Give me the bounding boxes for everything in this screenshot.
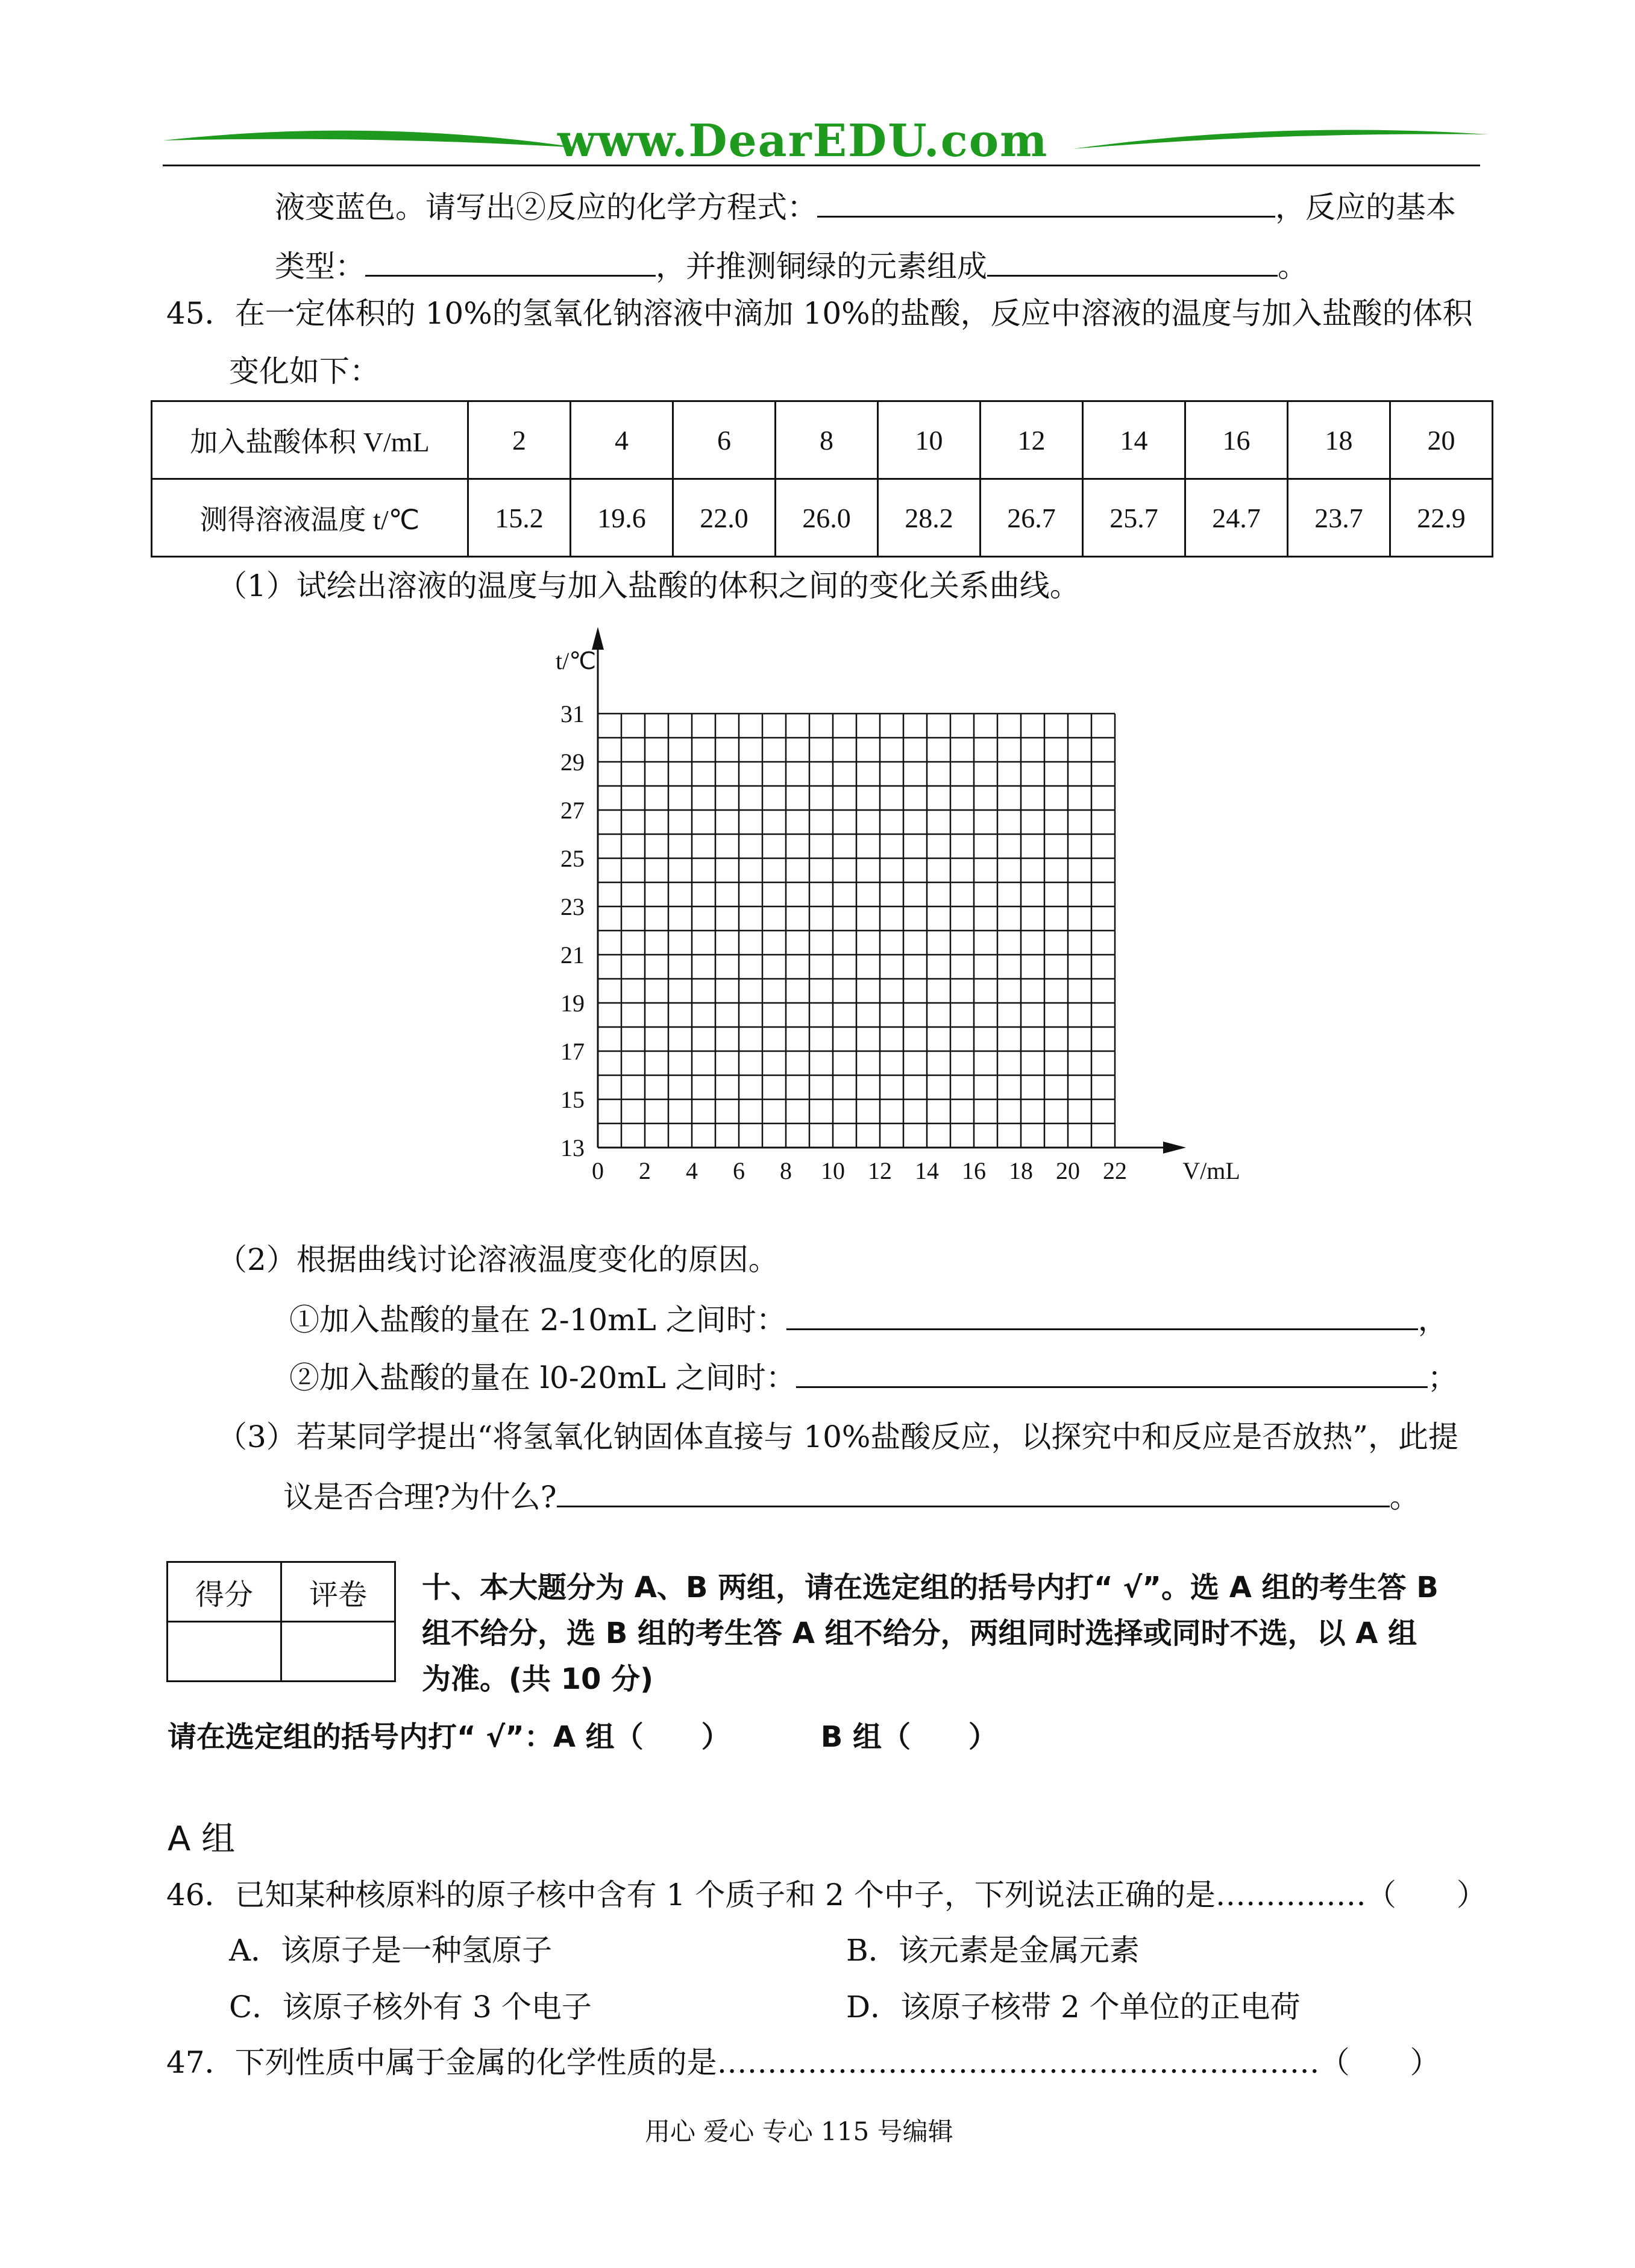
x-tick-label: 22 bbox=[1103, 1157, 1127, 1184]
table-cell: 16 bbox=[1185, 401, 1288, 479]
x-tick-label: 20 bbox=[1056, 1157, 1080, 1184]
x-tick-label: 8 bbox=[780, 1157, 792, 1184]
table-row bbox=[152, 479, 1493, 557]
header-banner bbox=[163, 115, 1489, 167]
q45-sub3-line2: 议是否合理?为什么? 。 bbox=[283, 1478, 1420, 1515]
answer-blank[interactable] bbox=[796, 1359, 1428, 1388]
table-cell: 2 bbox=[468, 401, 571, 479]
grader-header: 评卷 bbox=[281, 1562, 395, 1622]
q47-stem: 47．下列性质中属于金属的化学性质的是……………………………………………………（ ） bbox=[166, 2045, 1440, 2080]
table-cell: 4 bbox=[571, 401, 673, 479]
table-cell: 14 bbox=[1083, 401, 1185, 479]
answer-blank[interactable] bbox=[817, 188, 1275, 218]
x-tick-label: 18 bbox=[1009, 1157, 1033, 1184]
table-cell: 24.7 bbox=[1185, 479, 1288, 557]
x-tick-label: 0 bbox=[592, 1157, 604, 1184]
table-cell: 10 bbox=[878, 401, 981, 479]
y-axis-arrow bbox=[592, 627, 604, 650]
q45-stem-line1: 45．在一定体积的 10%的氢氧化钠溶液中滴加 10%的盐酸，反应中溶液的温度与加入盐酸的体积 bbox=[166, 296, 1473, 331]
table-cell: 28.2 bbox=[878, 479, 981, 557]
footer-text: 用心 爱心 专心 115 号编辑 bbox=[645, 2117, 953, 2146]
choose-group-line bbox=[168, 1719, 997, 1755]
y-tick-label: 29 bbox=[560, 749, 585, 776]
q45-sub2: （2）根据曲线讨论溶液温度变化的原因。 bbox=[217, 1242, 779, 1277]
row-label: 加入盐酸体积 V/mL bbox=[152, 401, 468, 479]
table-row bbox=[168, 1622, 395, 1682]
table-cell: 22.0 bbox=[673, 479, 776, 557]
q44-line2: 类型： ，并推测铜绿的元素组成 。 bbox=[275, 247, 1308, 284]
q45-sub2-a: ①加入盐酸的量在 2-10mL 之间时： ， bbox=[289, 1301, 1448, 1338]
x-tick-label: 6 bbox=[733, 1157, 745, 1184]
x-tick-label: 16 bbox=[962, 1157, 986, 1184]
table-cell: 6 bbox=[673, 401, 776, 479]
q45-sub3-line1: （3）若某同学提出“将氢氧化钠固体直接与 10%盐酸反应，以探究中和反应是否放热”，此提 bbox=[217, 1419, 1458, 1454]
row-label: 测得溶液温度 t/℃ bbox=[152, 479, 468, 557]
answer-blank[interactable] bbox=[786, 1301, 1418, 1330]
q46-option-d[interactable]: D．该原子核带 2 个单位的正电荷 bbox=[846, 1990, 1301, 2025]
header-rule bbox=[163, 165, 1480, 166]
q46-stem: 46．已知某种核原料的原子核中含有 1 个质子和 2 个中子，下列说法正确的是……………（ ） bbox=[166, 1877, 1487, 1912]
table-cell: 22.9 bbox=[1390, 479, 1493, 557]
section10-line3: 为准。(共 10 分) bbox=[422, 1662, 654, 1696]
score-header: 得分 bbox=[168, 1562, 281, 1622]
table-cell: 26.7 bbox=[981, 479, 1083, 557]
q46-option-b[interactable]: B．该元素是金属元素 bbox=[846, 1933, 1140, 1968]
x-axis-label: V/mL bbox=[1182, 1157, 1240, 1184]
y-tick-label: 25 bbox=[560, 845, 585, 872]
y-tick-label: 19 bbox=[560, 990, 585, 1017]
table-row bbox=[168, 1562, 395, 1622]
q46-option-a[interactable]: A．该原子是一种氢原子 bbox=[229, 1933, 553, 1968]
section10-line1: 十、本大题分为 A、B 两组，请在选定组的括号内打“ √”。选 A 组的考生答 B bbox=[422, 1571, 1439, 1604]
table-cell: 20 bbox=[1390, 401, 1493, 479]
section10-line2: 组不给分，选 B 组的考生答 A 组不给分，两组同时选择或同时不选，以 A 组 bbox=[422, 1616, 1417, 1650]
grader-cell[interactable] bbox=[281, 1622, 395, 1682]
x-tick-label: 2 bbox=[639, 1157, 651, 1184]
answer-blank[interactable] bbox=[365, 247, 656, 277]
x-tick-label: 10 bbox=[821, 1157, 845, 1184]
grid-chart[interactable] bbox=[542, 621, 1266, 1193]
y-tick-label: 13 bbox=[560, 1134, 585, 1161]
table-cell: 25.7 bbox=[1083, 479, 1185, 557]
score-cell[interactable] bbox=[168, 1622, 281, 1682]
answer-blank[interactable] bbox=[557, 1478, 1390, 1507]
x-axis-arrow bbox=[1163, 1142, 1186, 1154]
q45-sub1: （1）试绘出溶液的温度与加入盐酸的体积之间的变化关系曲线。 bbox=[217, 568, 1080, 603]
table-cell: 15.2 bbox=[468, 479, 571, 557]
table-cell: 23.7 bbox=[1288, 479, 1390, 557]
q45-stem-line2: 变化如下： bbox=[229, 354, 380, 389]
table-cell: 26.0 bbox=[776, 479, 878, 557]
y-tick-label: 21 bbox=[560, 941, 585, 969]
data-table bbox=[151, 400, 1493, 558]
choose-group-b[interactable]: B 组（ ） bbox=[820, 1720, 997, 1754]
header-swoosh-left bbox=[163, 124, 585, 160]
answer-blank[interactable] bbox=[987, 247, 1278, 277]
q45-sub2-b: ②加入盐酸的量在 l0-20mL 之间时： ； bbox=[289, 1359, 1458, 1396]
score-table bbox=[166, 1561, 396, 1682]
table-cell: 8 bbox=[776, 401, 878, 479]
table-cell: 19.6 bbox=[571, 479, 673, 557]
group-a-title: A 组 bbox=[168, 1820, 236, 1859]
q46-option-c[interactable]: C．该原子核外有 3 个电子 bbox=[229, 1990, 592, 2025]
header-swoosh-right bbox=[1067, 124, 1489, 160]
x-tick-label: 14 bbox=[915, 1157, 939, 1184]
header-logo-text: www.DearEDU.com bbox=[557, 115, 1049, 167]
table-cell: 18 bbox=[1288, 401, 1390, 479]
table-row bbox=[152, 401, 1493, 479]
x-tick-label: 12 bbox=[868, 1157, 892, 1184]
y-tick-label: 15 bbox=[560, 1086, 585, 1113]
y-tick-label: 27 bbox=[560, 797, 585, 824]
table-cell: 12 bbox=[981, 401, 1083, 479]
y-axis-label: t/℃ bbox=[556, 647, 597, 674]
choose-group-a[interactable]: 请在选定组的括号内打“ √”：A 组（ ） bbox=[168, 1720, 730, 1754]
q44-line1: 液变蓝色。请写出②反应的化学方程式： ，反应的基本 bbox=[275, 188, 1456, 225]
y-tick-label: 17 bbox=[560, 1038, 585, 1065]
y-tick-label: 31 bbox=[560, 700, 585, 727]
y-tick-label: 23 bbox=[560, 893, 585, 920]
x-tick-label: 4 bbox=[686, 1157, 698, 1184]
